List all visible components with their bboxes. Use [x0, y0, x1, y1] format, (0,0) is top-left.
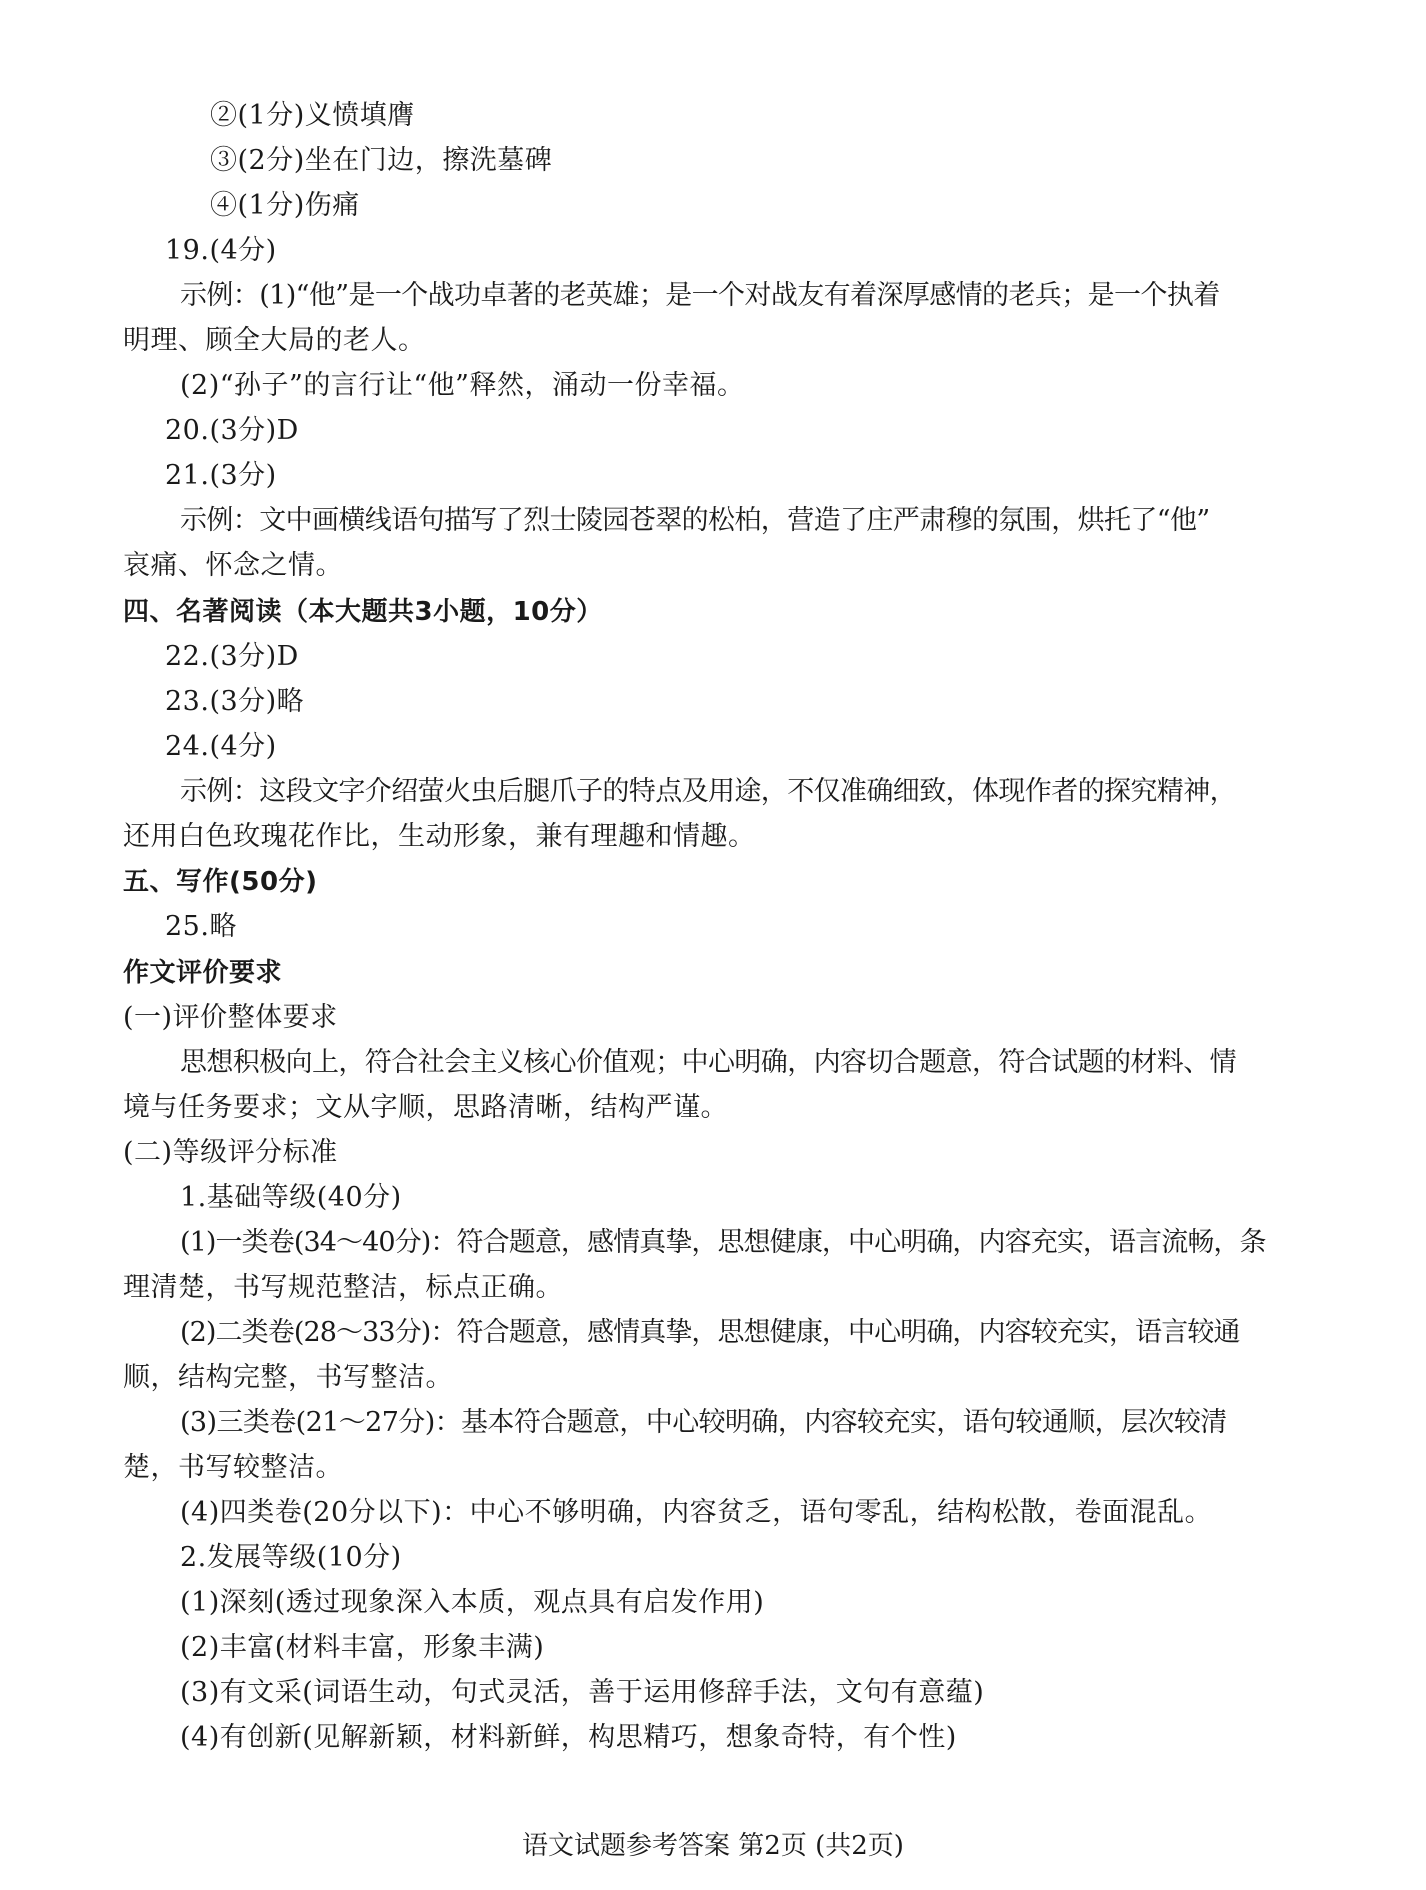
text-line: 示例：这段文字介绍萤火虫后腿爪子的特点及用途，不仅准确细致，体现作者的探究精神，: [180, 776, 1236, 807]
section-heading: 四、名著阅读（本大题共3小题，10分）: [123, 597, 603, 627]
text-line: (3)有文采(词语生动，句式灵活，善于运用修辞手法，文句有意蕴): [180, 1677, 985, 1708]
text-line: 明理、顾全大局的老人。: [123, 325, 426, 356]
text-line: (二)等级评分标准: [123, 1137, 338, 1168]
question-number: 20.(3分)D: [165, 415, 299, 446]
text-line: 境与任务要求；文从字顺，思路清晰，结构严谨。: [123, 1092, 728, 1123]
question-number: 22.(3分)D: [165, 641, 299, 672]
text-line: ③(2分)坐在门边，擦洗墓碑: [210, 145, 553, 176]
text-line: (4)四类卷(20分以下)：中心不够明确，内容贫乏，语句零乱，结构松散，卷面混乱。: [180, 1497, 1213, 1528]
text-line: 楚，书写较整洁。: [123, 1452, 343, 1483]
text-line: 还用白色玫瑰花作比，生动形象，兼有理趣和情趣。: [123, 821, 756, 852]
text-line: (2)“孙子”的言行让“他”释然，涌动一份幸福。: [180, 370, 745, 401]
text-line: (4)有创新(见解新颖，材料新鲜，构思精巧，想象奇特，有个性): [180, 1722, 957, 1753]
question-number: 23.(3分)略: [165, 686, 305, 717]
text-line: 1.基础等级(40分): [180, 1182, 402, 1213]
question-number: 21.(3分): [165, 460, 277, 491]
text-line: 理清楚，书写规范整洁，标点正确。: [123, 1272, 563, 1303]
question-number: 19.(4分): [165, 235, 277, 266]
text-line: (1)一类卷(34～40分)：符合题意，感情真挚，思想健康，中心明确，内容充实，语言流畅，条: [180, 1227, 1266, 1258]
text-line: 示例：(1)“他”是一个战功卓著的老英雄；是一个对战友有着深厚感情的老兵；是一个执着: [180, 280, 1220, 311]
text-line: 顺，结构完整，书写整洁。: [123, 1362, 453, 1393]
text-line: 示例：文中画横线语句描写了烈士陵园苍翠的松柏，营造了庄严肃穆的氛围，烘托了“他”: [180, 505, 1210, 536]
text-line: 思想积极向上，符合社会主义核心价值观；中心明确，内容切合题意，符合试题的材料、情: [180, 1047, 1236, 1078]
question-number: 25.略: [165, 911, 237, 942]
text-line: 2.发展等级(10分): [180, 1542, 402, 1573]
text-line: 哀痛、怀念之情。: [123, 550, 343, 581]
subsection-heading: 作文评价要求: [123, 958, 283, 988]
text-line: (3)三类卷(21～27分)：基本符合题意，中心较明确，内容较充实，语句较通顺，层次较清: [180, 1407, 1227, 1438]
text-line: (2)二类卷(28～33分)：符合题意，感情真挚，思想健康，中心明确，内容较充实，语言较通: [180, 1317, 1240, 1348]
page-footer: 语文试题参考答案 第2页 (共2页): [522, 1831, 904, 1861]
text-line: (2)丰富(材料丰富，形象丰满): [180, 1632, 545, 1663]
question-number: 24.(4分): [165, 731, 277, 762]
text-line: (一)评价整体要求: [123, 1002, 338, 1033]
text-line: ②(1分)义愤填膺: [210, 100, 415, 131]
section-heading: 五、写作(50分): [123, 867, 318, 897]
text-line: (1)深刻(透过现象深入本质，观点具有启发作用): [180, 1587, 765, 1618]
text-line: ④(1分)伤痛: [210, 190, 360, 221]
